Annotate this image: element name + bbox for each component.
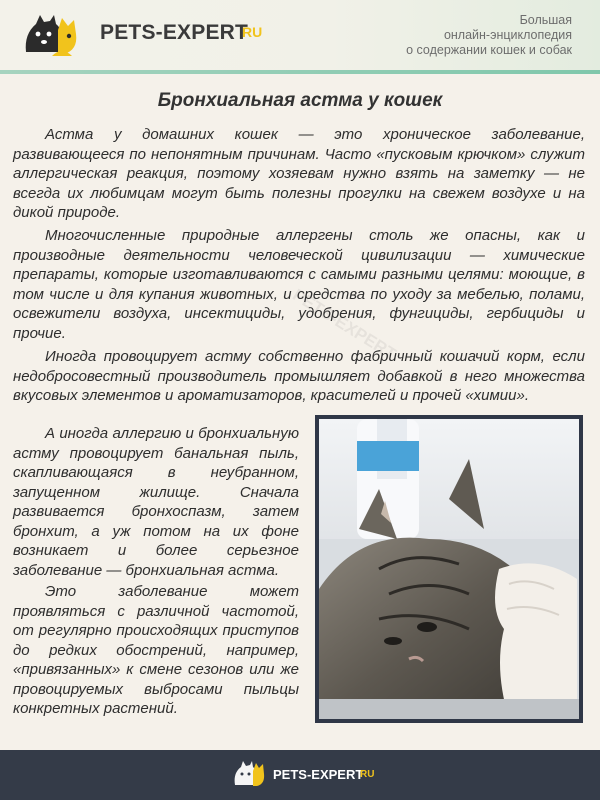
cat-vet-image bbox=[319, 419, 579, 719]
site-brand-suffix[interactable]: RU bbox=[242, 24, 263, 40]
article-paragraph: Астма у домашних кошек — это хроническое заболевание, развивающееся по непонятным причинам. Часто «пусковым крючком» служит аллергическая реакция, поэтому хозяевам нужно взять на заметку — не всегда их любимцам могут быть полезны прогулки на свежем воздухе и на дикой природе. bbox=[13, 126, 585, 221]
article-paragraph: Это заболевание может проявляться с различной частотой, от регулярно происходящих приступов до редких обострений, например, «привязанных» к смене сезонов или же провоцируемых выбросами пыльцы конкретных растений. bbox=[13, 583, 299, 717]
article-title: Бронхиальная астма у кошек bbox=[157, 90, 443, 111]
tagline-line: Большая bbox=[519, 13, 572, 27]
site-tagline bbox=[372, 13, 572, 58]
pets-logo-icon[interactable] bbox=[232, 759, 266, 789]
article-paragraph: А иногда аллергию и бронхиальную астму провоцирует банальная пыль, скапливающаяся в неубранном, запущенном жилище. Сначала развивается бронхоспазм, затем бронхит, а уж потом на их фоне возникает и более серьезное заболевание — бронхиальная астма. bbox=[13, 425, 299, 579]
pets-logo-icon[interactable] bbox=[22, 12, 80, 58]
footer-brand-suffix[interactable]: RU bbox=[360, 769, 375, 780]
footer-brand[interactable]: PETS-EXPERT bbox=[273, 767, 364, 782]
watermark-text: PETS-EXPERT bbox=[289, 285, 400, 364]
article-paragraph: Иногда провоцирует астму собственно фабричный кошачий корм, если недобросовестный производитель промышляет добавкой в него множества вкусовых элементов и ароматизаторов, красителей и прочей «химии». bbox=[13, 348, 585, 404]
site-brand[interactable]: PETS-EXPERT bbox=[100, 21, 249, 44]
cat-photo bbox=[315, 415, 583, 723]
tagline-line: онлайн-энциклопедия bbox=[443, 28, 572, 42]
article-paragraph: Многочисленные природные аллергены столь же опасны, как и производные деятельности человеческой цивилизации — химические препараты, которые изготавливаются с самыми разными целями: моющие, в том числе и для купания животных, и средства по уходу за мебелью, полами, освежители воздуха, инсектициды, удобрения, фунгициды, гербициды и прочие. bbox=[13, 227, 585, 342]
tagline-line: о содержании кошек и собак bbox=[406, 43, 572, 57]
